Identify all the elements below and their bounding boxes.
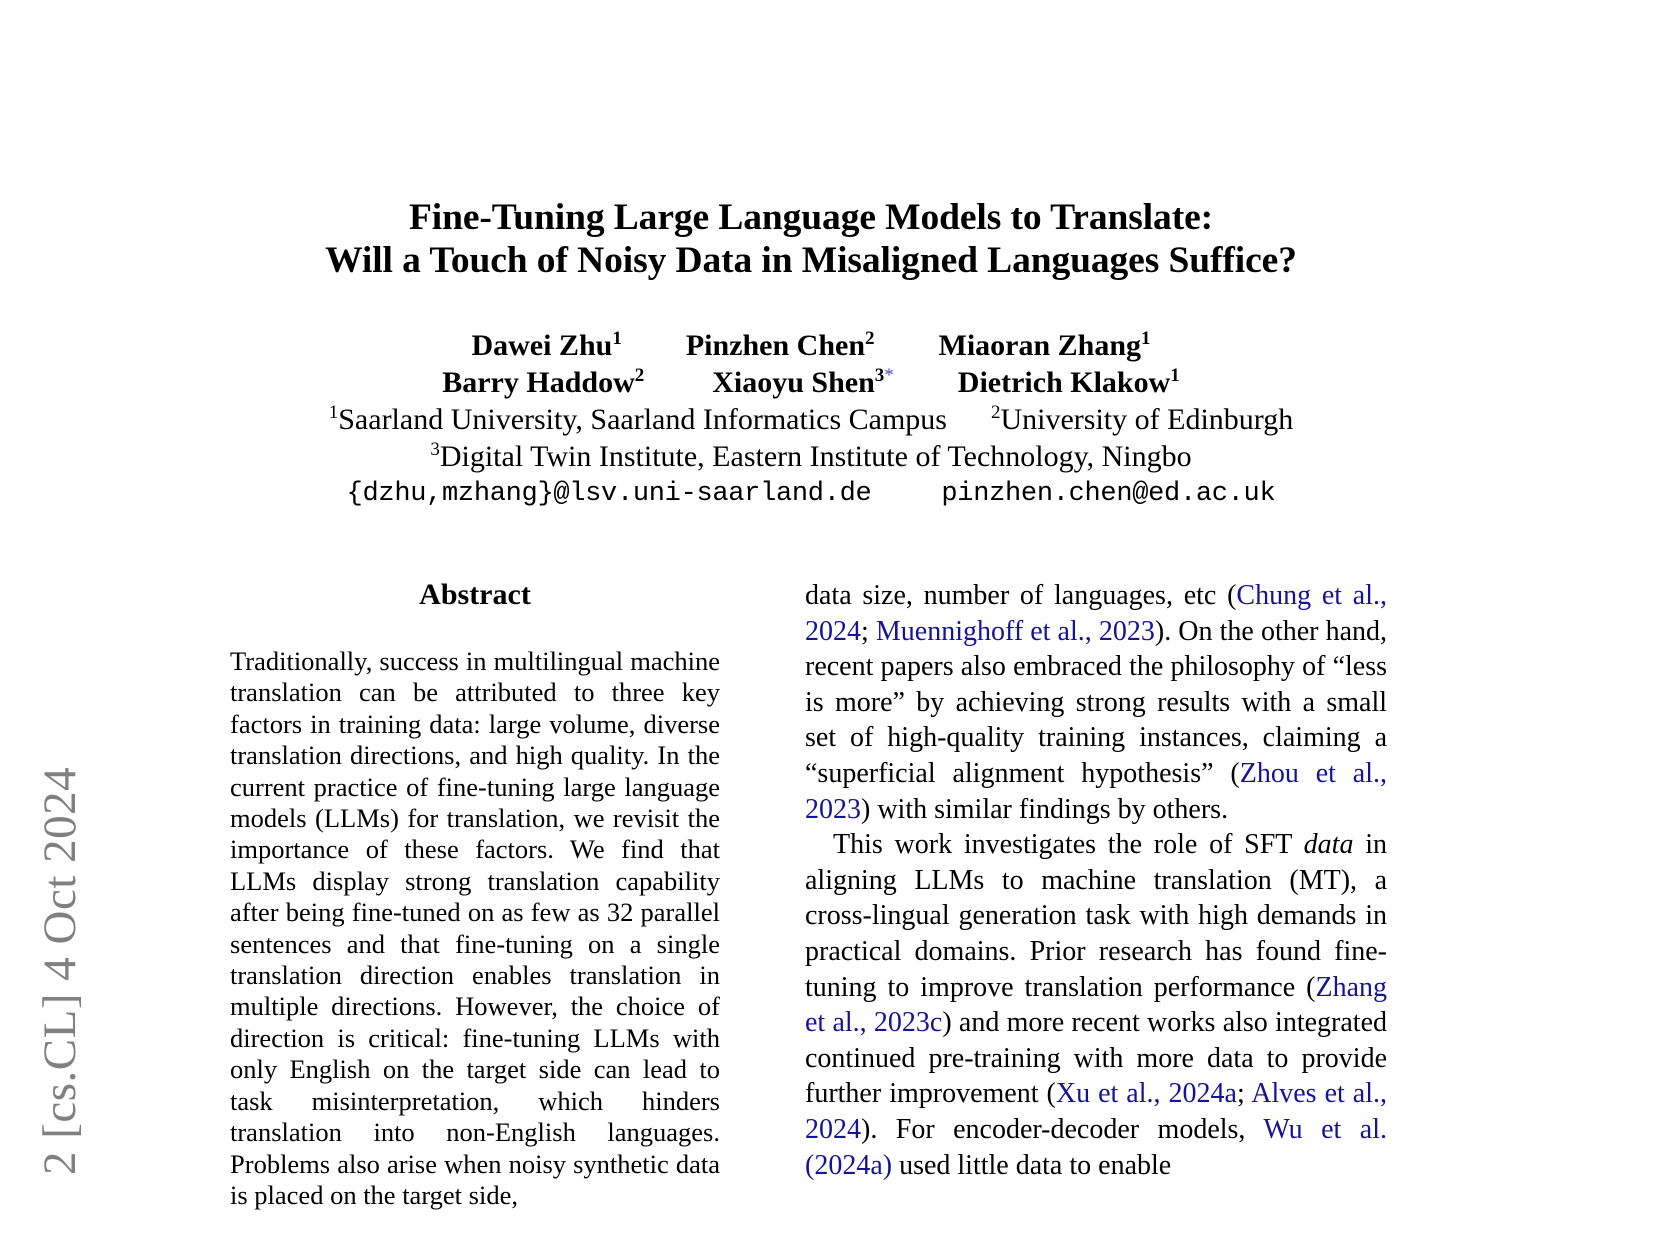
author-affiliation-marker: 2	[865, 328, 875, 349]
author-name-text: Dawei Zhu	[471, 329, 613, 362]
intro-paragraph-1	[805, 578, 1387, 827]
column-left	[230, 578, 720, 1248]
citation-xu-2024a[interactable]: Xu et al., 2024a	[1055, 1078, 1237, 1110]
affiliation-row-2	[207, 438, 1415, 475]
citation-muennighoff-2023[interactable]: Muennighoff et al., 2023	[875, 615, 1155, 647]
affiliation-digital-twin: Digital Twin Institute, Eastern Institute of Technology, Ningbo	[439, 440, 1192, 473]
author-name-text: Xiaoyu Shen	[712, 366, 875, 399]
author-row-1	[227, 327, 1395, 364]
affiliation-edinburgh: University of Edinburgh	[1000, 403, 1294, 436]
citation-alves-2024[interactable]: Alves et al., 2024	[805, 1078, 1387, 1145]
author-name-text: Dietrich Klakow	[957, 366, 1171, 399]
affiliation-marker-3: 3	[430, 439, 440, 460]
intro-text: This work investigates the role of SFT	[833, 829, 1304, 861]
author-name-text: Barry Haddow	[442, 366, 635, 399]
intro-text: ) with similar findings by others.	[861, 793, 1229, 825]
affiliation-list	[207, 401, 1415, 475]
intro-text: ). For encoder-decoder models,	[861, 1113, 1264, 1145]
email-row	[227, 477, 1395, 511]
column-right	[805, 578, 1387, 1248]
intro-text: ;	[861, 615, 876, 647]
affiliation-marker-2: 2	[990, 402, 1001, 423]
author-name-text: Miaoran Zhang	[938, 329, 1142, 362]
author-xiaoyu-shen	[712, 364, 894, 401]
intro-text: ). On the other hand, recent papers also embraced the philosophy of “less is more” by achieving strong results with a small set of high-quality training instances, claiming a “superficial alignment hypothesis” (	[805, 615, 1387, 789]
author-list	[227, 327, 1395, 401]
author-pinzhen-chen	[686, 327, 875, 364]
intro-text: ;	[1236, 1078, 1252, 1110]
affiliation-saarland: Saarland University, Saarland Informatics Campus	[338, 403, 947, 436]
intro-paragraph-2	[805, 827, 1387, 1183]
author-affiliation-marker: 1	[612, 328, 622, 349]
abstract-text: Traditionally, success in multilingual machine translation can be attributed to three key factors in training data: large volume, diverse translation directions, and high quality. In the current practice of fine-tuning large language models (LLMs) for translation, we revisit the importance of these factors. We find that LLMs display strong translation capability after being fine-tuned on as few as 32 parallel sentences and that fine-tuning on a single translation direction enables translation in multiple directions. However, the choice of direction is critical: fine-tuning LLMs with only English on the target side can lead to task misinterpretation, which hinders translation into non-English languages. Problems also arise when noisy synthetic data is placed on the target side,	[230, 646, 720, 1210]
citation-wu-2024a[interactable]: Wu et al. (2024a)	[805, 1113, 1387, 1181]
abstract-heading: Abstract	[419, 578, 531, 611]
citation-zhou-2023[interactable]: Zhou et al., 2023	[805, 757, 1387, 825]
contact-emails	[227, 477, 1395, 511]
page-title	[227, 196, 1395, 282]
citation-zhang-2023c[interactable]: Zhang et al., 2023c	[805, 971, 1387, 1039]
affiliation-marker-1: 1	[328, 402, 339, 423]
author-affiliation-marker: 3	[874, 365, 885, 386]
author-dietrich-klakow	[958, 364, 1180, 401]
emphasis-data: data	[1303, 829, 1354, 861]
author-dawei-zhu	[471, 327, 621, 364]
intro-text: used little data to enable	[892, 1149, 1172, 1181]
corresponding-author-asterisk: *	[884, 365, 894, 386]
paper-title-line-1: Fine-Tuning Large Language Models to Translate:	[408, 197, 1214, 238]
author-affiliation-marker: 1	[1170, 365, 1180, 386]
author-row-2	[227, 364, 1395, 401]
intro-text: in aligning LLMs to machine translation (MT), a cross-lingual generation task with high demands in practical domains. Prior research has found fine-tuning to improve translation performance (	[805, 829, 1387, 1003]
intro-text: ) and more recent works also integrated continued pre-training with more data to provide further improvement (	[805, 1007, 1387, 1110]
author-name-text: Pinzhen Chen	[685, 329, 866, 362]
author-miaoran-zhang	[939, 327, 1151, 364]
author-affiliation-marker: 2	[634, 365, 645, 386]
citation-chung-2024[interactable]: Chung et al., 2024	[805, 580, 1387, 647]
affiliation-row-1	[207, 401, 1415, 438]
email-saarland: {dzhu,mzhang}@lsv.uni-saarland.de	[346, 479, 872, 509]
paper-title-line-2: Will a Touch of Noisy Data in Misaligned Languages Suffice?	[325, 240, 1297, 281]
arxiv-stamp-text: 2 [cs.CL] 4 Oct 2024	[33, 766, 86, 1175]
intro-text: data size, number of languages, etc (	[805, 580, 1237, 611]
author-barry-haddow	[442, 364, 644, 401]
author-affiliation-marker: 1	[1141, 328, 1151, 349]
email-edinburgh: pinzhen.chen@ed.ac.uk	[941, 479, 1276, 509]
